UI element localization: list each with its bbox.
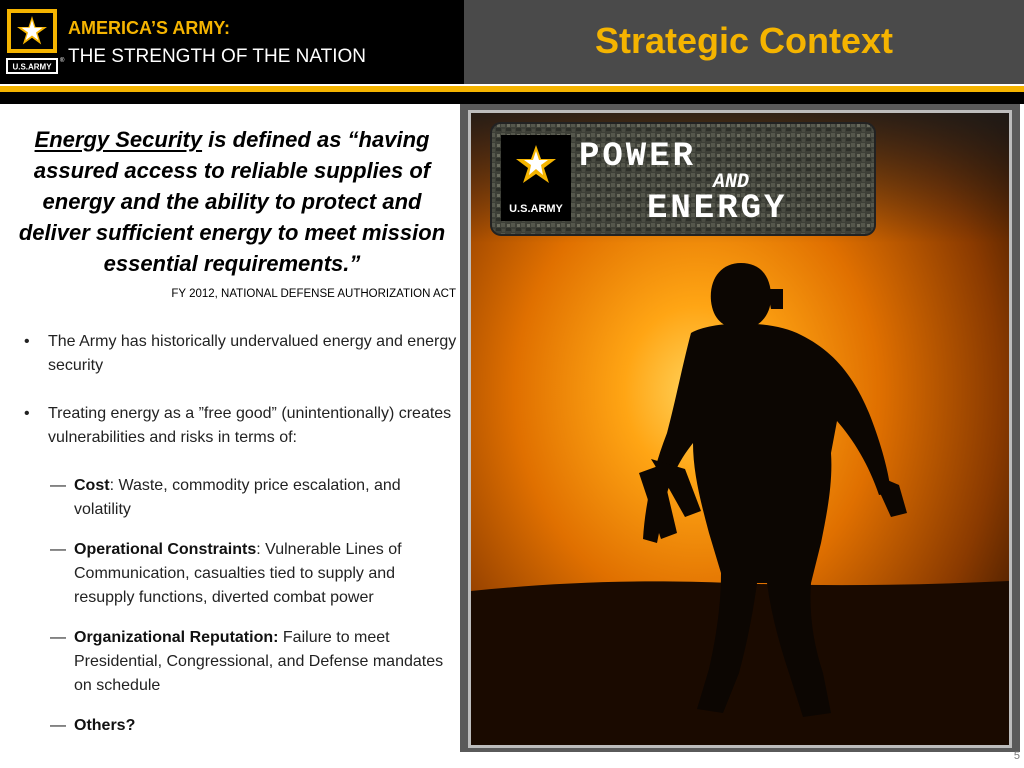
dash-icon: — <box>50 477 66 494</box>
title-panel <box>464 0 1024 84</box>
bullet-text: Treating energy as a ”free good” (unintentionally) creates vulnerabilities and risks in terms of: <box>48 405 452 446</box>
sub-bullet-label: Operational Constraints <box>74 541 257 558</box>
tagline-line1: AMERICA’S ARMY: <box>68 18 230 38</box>
bullet-text: The Army has historically undervalued energy and energy security <box>48 333 457 374</box>
power-and-energy-banner <box>491 123 875 235</box>
page-title: Strategic Context <box>594 20 894 61</box>
svg-text:AND: AND <box>713 171 750 194</box>
sub-bullet-text: Vulnerable Lines of Communication, casualties tied to supply and resupply functions, diverted combat power <box>74 541 402 606</box>
us-army-logo <box>4 6 60 78</box>
tagline-line2: THE STRENGTH OF THE NATION <box>68 46 367 67</box>
sub-bullet-label: Cost <box>74 477 110 494</box>
quote-source: FY 2012, NATIONAL DEFENSE AUTHORIZATION ACT <box>171 288 456 300</box>
header-bar <box>0 0 1024 84</box>
dash-icon: — <box>50 541 66 558</box>
sub-bullet-label: Others? <box>74 717 136 734</box>
defined-term: Energy Security <box>34 127 203 152</box>
svg-text:POWER: POWER <box>579 138 697 176</box>
bullet-dot-icon: • <box>24 405 30 422</box>
soldier-sunset-photo <box>468 110 1012 748</box>
sub-bullet-text: Waste, commodity price escalation, and volatility <box>74 477 401 518</box>
svg-text:U.S.ARMY: U.S.ARMY <box>509 203 563 215</box>
registered-mark: ® <box>60 58 65 64</box>
sub-bullet-text: Failure to meet Presidential, Congressional, and Defense mandates on schedule <box>74 629 444 694</box>
svg-text:U.S.ARMY: U.S.ARMY <box>12 62 52 72</box>
dash-icon: — <box>50 717 66 734</box>
bullet-dot-icon: • <box>24 333 30 350</box>
energy-security-definition <box>12 124 452 279</box>
sub-bullet-label: Organizational Reputation: <box>74 629 279 646</box>
page-number: 5 <box>1013 750 1020 762</box>
photo-frame <box>460 104 1020 752</box>
svg-text:ENERGY: ENERGY <box>647 190 788 228</box>
black-divider <box>0 92 1024 104</box>
dash-icon: — <box>50 629 66 646</box>
definition-text: is defined as “having assured access to reliable supplies of energy and the ability to protect and deliver sufficient energy to meet mission essential requirements.” <box>18 127 446 276</box>
sub-bullet-sep: : <box>109 477 119 494</box>
sub-bullet-sep: : <box>256 541 266 558</box>
